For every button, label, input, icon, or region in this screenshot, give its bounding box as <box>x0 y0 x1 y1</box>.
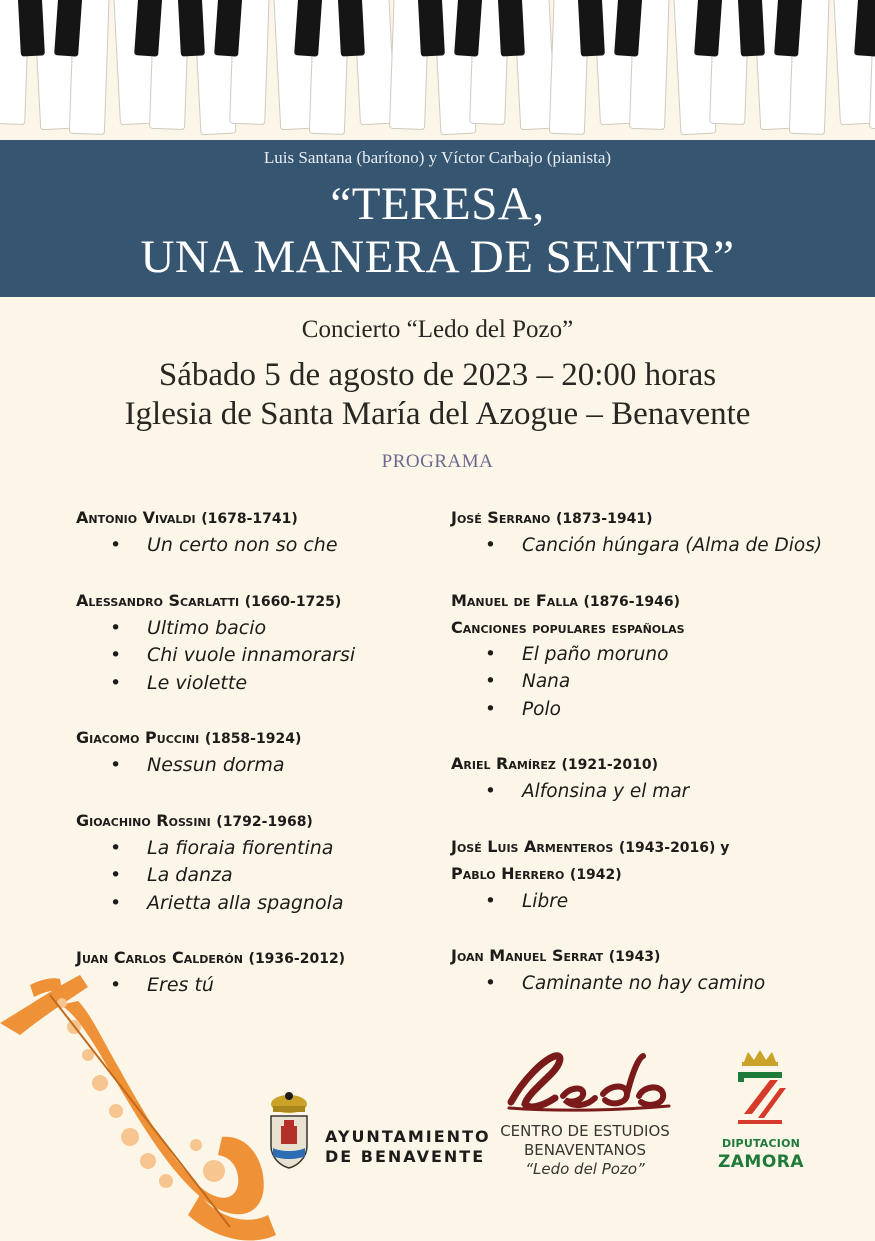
saxophone-illustration <box>0 965 290 1241</box>
piece-title: • Polo <box>451 696 866 724</box>
composer-name: Alessandro Scarlatti (1660-1725) <box>76 590 342 610</box>
program-left-column <box>76 505 446 1028</box>
program-group <box>451 588 866 724</box>
performers-line: Luis Santana (barítono) y Víctor Carbajo (pianista) <box>263 148 612 167</box>
work-subtitle: Canciones populares españolas <box>451 617 685 637</box>
piece-title: • Libre <box>451 888 866 916</box>
program-group <box>76 505 446 560</box>
ledo-text-line-1: CENTRO DE ESTUDIOS <box>500 1122 670 1140</box>
piece-title: • Ultimo bacio <box>76 615 446 643</box>
program-right-column <box>451 505 866 1026</box>
ledo-signature-logo <box>503 1050 673 1116</box>
benavente-text-line-2: DE BENAVENTE <box>325 1147 486 1166</box>
program-group <box>451 505 866 560</box>
piece-title: • Nessun dorma <box>76 752 446 780</box>
diputacion-text: DIPUTACION <box>721 1137 801 1150</box>
concert-title-line-2: UNA MANERA DE SENTIR” <box>140 231 735 283</box>
program-group <box>451 751 866 806</box>
composer-name: Ariel Ramírez (1921-2010) <box>451 754 658 773</box>
benavente-text-line-1: AYUNTAMIENTO <box>325 1127 491 1146</box>
piece-title: • Le violette <box>76 670 446 698</box>
zamora-crown-logo-icon <box>730 1048 790 1128</box>
program-group <box>76 808 446 918</box>
piece-title: • Eres tú <box>76 972 446 1000</box>
program-heading: PROGRAMA <box>381 451 494 472</box>
program-group <box>76 725 446 780</box>
piece-title: • Chi vuole innamorarsi <box>76 642 446 670</box>
composer-name: Gioachino Rossini (1792-1968) <box>76 810 313 830</box>
composer-name: José Serrano (1873-1941) <box>451 508 653 527</box>
composer-name: Juan Carlos Calderón (1936-2012) <box>76 948 346 967</box>
piece-title: • La danza <box>76 862 446 890</box>
zamora-text: ZAMORA <box>717 1152 805 1172</box>
concert-name: Concierto “Ledo del Pozo” <box>301 316 574 343</box>
piece-title: • El paño moruno <box>451 641 866 669</box>
event-date: Sábado 5 de agosto de 2023 – 20:00 horas <box>158 357 717 393</box>
composer-name: Antonio Vivaldi (1678-1741) <box>76 508 298 527</box>
piece-title: • Arietta alla spagnola <box>76 890 446 918</box>
piano-keys-illustration <box>0 0 875 140</box>
composer-name: Pablo Herrero (1942) <box>451 863 622 883</box>
program-group <box>76 588 446 698</box>
composer-name: José Luis Armenteros (1943-2016) y <box>451 836 730 856</box>
composer-name: Joan Manuel Serrat (1943) <box>451 946 661 965</box>
concert-title-line-1: “TERESA, <box>330 178 545 230</box>
piece-title: • Alfonsina y el mar <box>451 778 866 806</box>
piece-title: • Caminante no hay camino <box>451 970 866 998</box>
program-group <box>451 834 866 916</box>
composer-name: Manuel de Falla (1876-1946) <box>451 590 680 610</box>
piece-title: • La fioraia fiorentina <box>76 835 446 863</box>
composer-name: Giacomo Puccini (1858-1924) <box>76 728 302 747</box>
piece-title: • Canción húngara (Alma de Dios) <box>451 532 866 560</box>
event-place: Iglesia de Santa María del Azogue – Benavente <box>124 396 751 432</box>
benavente-coat-of-arms-icon <box>267 1090 311 1170</box>
program-group <box>451 943 866 998</box>
piece-title: • Un certo non so che <box>76 532 446 560</box>
piece-title: • Nana <box>451 668 866 696</box>
ledo-text-line-2: BENAVENTANOS <box>523 1141 647 1159</box>
ledo-text-line-3: “Ledo del Pozo” <box>525 1160 645 1178</box>
